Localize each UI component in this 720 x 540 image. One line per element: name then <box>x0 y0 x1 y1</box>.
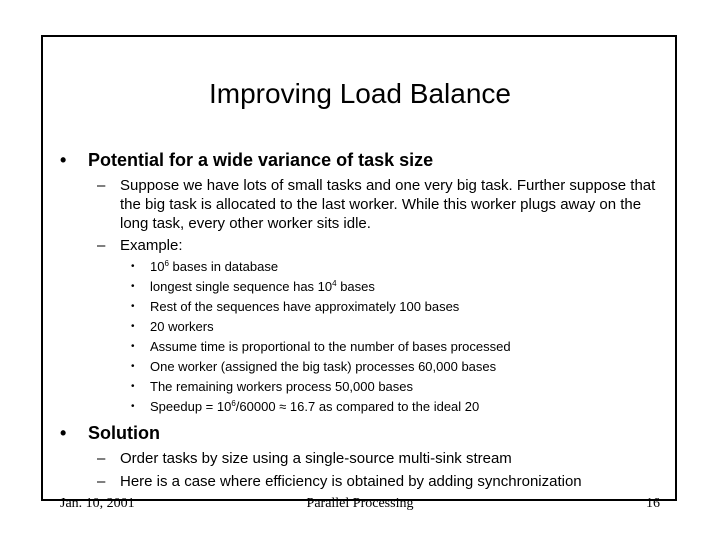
example-item-text <box>150 277 375 297</box>
example-item-text: The remaining workers process 50,000 bases <box>150 379 414 394</box>
dot-marker: • <box>131 301 135 312</box>
text-part: longest single sequence has 10 <box>150 279 333 294</box>
dash-marker: – <box>97 177 106 194</box>
text-part: 10 <box>150 259 165 274</box>
page-number: 16 <box>646 496 660 511</box>
dash-marker: – <box>97 473 106 490</box>
bullet-marker: • <box>60 150 67 170</box>
dot-marker: • <box>131 321 135 332</box>
dot-marker: • <box>131 281 135 292</box>
dash-marker: – <box>97 450 106 467</box>
sub-bullet-example <box>97 236 657 255</box>
sub-bullet-order-tasks <box>97 449 667 468</box>
dot-marker: • <box>131 401 135 412</box>
text-part: Speedup = 10 <box>150 399 232 414</box>
sub-bullet-efficiency <box>97 472 667 491</box>
sub-bullet-text: Example: <box>120 237 183 254</box>
bullet-text: Solution <box>88 423 160 443</box>
dash-marker: – <box>97 237 106 254</box>
footer-date: Jan. 10, 2001 <box>60 496 135 511</box>
superscript: 6 <box>164 259 169 268</box>
sub-bullet-text: Order tasks by size using a single-source multi-sink stream <box>120 450 512 467</box>
example-item-text <box>150 257 278 277</box>
superscript: 6 <box>231 399 236 408</box>
sub-bullet-text: Suppose we have lots of small tasks and one very big task. Further suppose that the big task is allocated to the last worker. While this worker plugs away on the long task, every other worker sits idle. <box>120 177 656 232</box>
text-part: bases in database <box>168 259 279 274</box>
dot-marker: • <box>131 261 135 272</box>
example-item-text: Assume time is proportional to the number of bases processed <box>150 339 511 354</box>
dot-marker: • <box>131 381 135 392</box>
slide-title: Improving Load Balance <box>209 78 511 109</box>
dot-marker: • <box>131 341 135 352</box>
footer-title: Parallel Processing <box>306 496 414 511</box>
bullet-text: Potential for a wide variance of task size <box>88 150 434 170</box>
text-part: bases <box>336 279 375 294</box>
sub-bullet-text: Here is a case where efficiency is obtained by adding synchronization <box>120 473 582 490</box>
bullet-marker: • <box>60 423 67 443</box>
example-item-text: One worker (assigned the big task) processes 60,000 bases <box>150 359 497 374</box>
superscript: 4 <box>332 279 337 288</box>
text-part: /60000 ≈ 16.7 as compared to the ideal 20 <box>235 399 480 414</box>
sub-bullet-suppose <box>97 176 657 233</box>
example-item-text: 20 workers <box>150 319 214 334</box>
example-item-text: Rest of the sequences have approximately 100 bases <box>150 299 460 314</box>
example-item-text <box>150 397 479 417</box>
dot-marker: • <box>131 361 135 372</box>
